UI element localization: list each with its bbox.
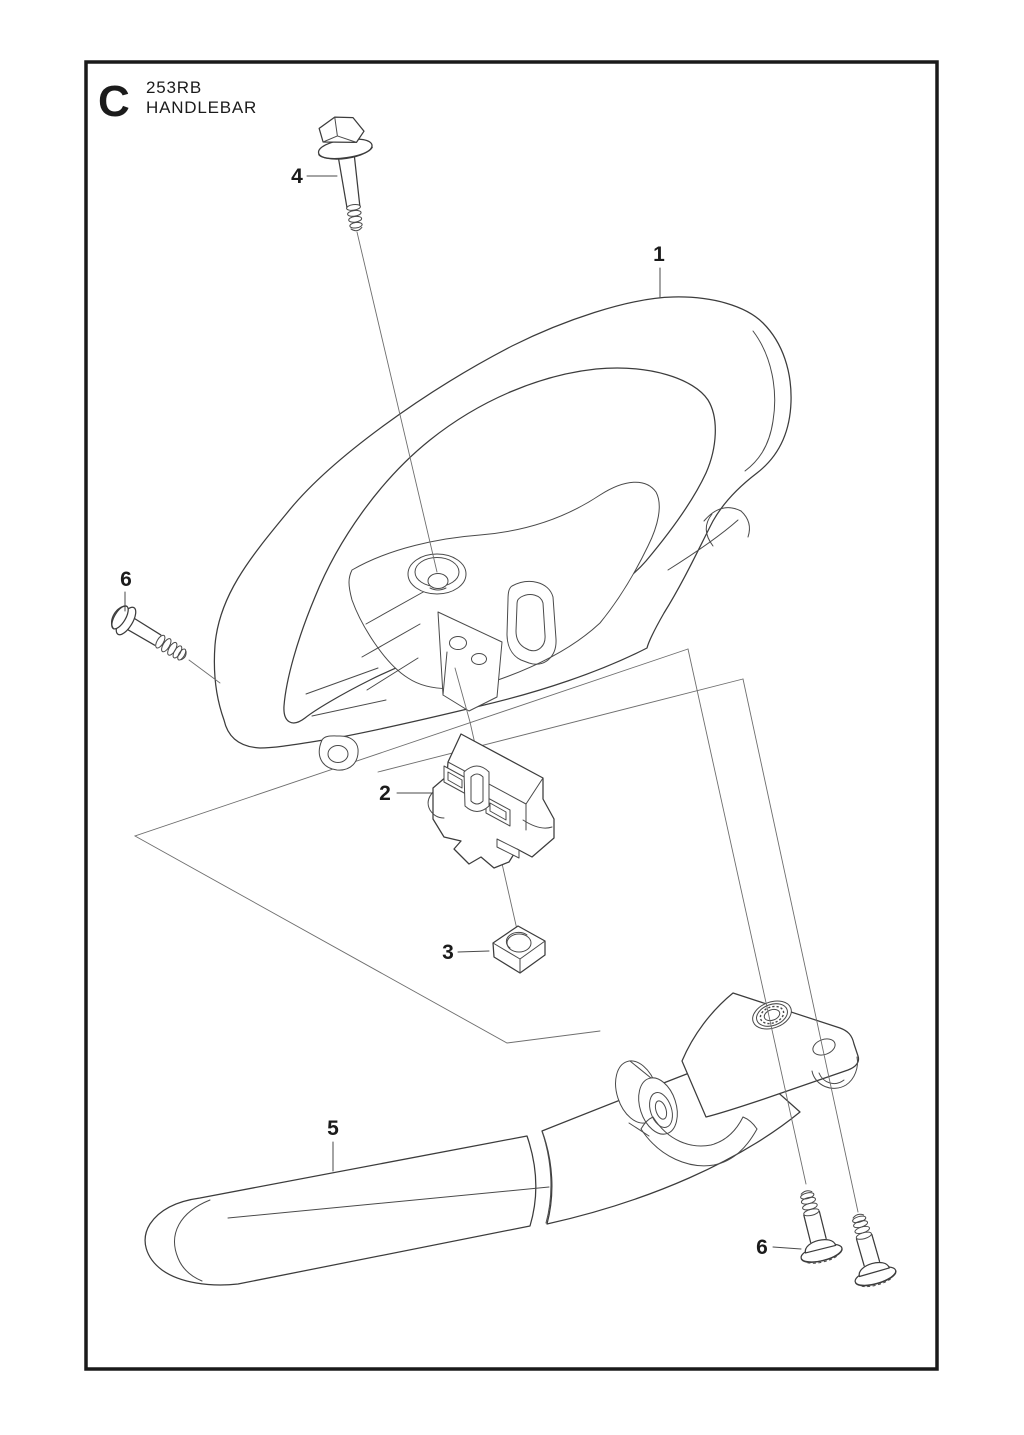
- handlebar-loop: [214, 297, 791, 770]
- callout-6-bottom-leader: [773, 1247, 801, 1249]
- section-letter: C: [98, 77, 130, 126]
- square-nut: [493, 926, 545, 973]
- screw-bottom-right: [838, 1209, 898, 1291]
- grip: [145, 1136, 536, 1285]
- callout-3: 3: [442, 941, 454, 964]
- model-code: 253RB: [146, 78, 202, 97]
- callout-4: 4: [291, 165, 303, 188]
- loop-bottom-tab: [319, 736, 358, 770]
- screws-bottom: [786, 1186, 898, 1291]
- callout-1: 1: [653, 243, 665, 266]
- screw-bottom-left: [786, 1186, 844, 1267]
- callout-3-leader: [458, 951, 489, 952]
- callout-2: 2: [379, 782, 391, 805]
- part-group-title: HANDLEBAR: [146, 98, 258, 117]
- bolt-boss: [408, 554, 466, 594]
- callout-6-left: 6: [120, 568, 132, 591]
- callout-6-bottom: 6: [756, 1236, 768, 1259]
- title-block: [98, 77, 257, 126]
- lower-handle: [145, 993, 858, 1285]
- callout-5: 5: [327, 1117, 339, 1140]
- screw-upper-left: [106, 601, 220, 683]
